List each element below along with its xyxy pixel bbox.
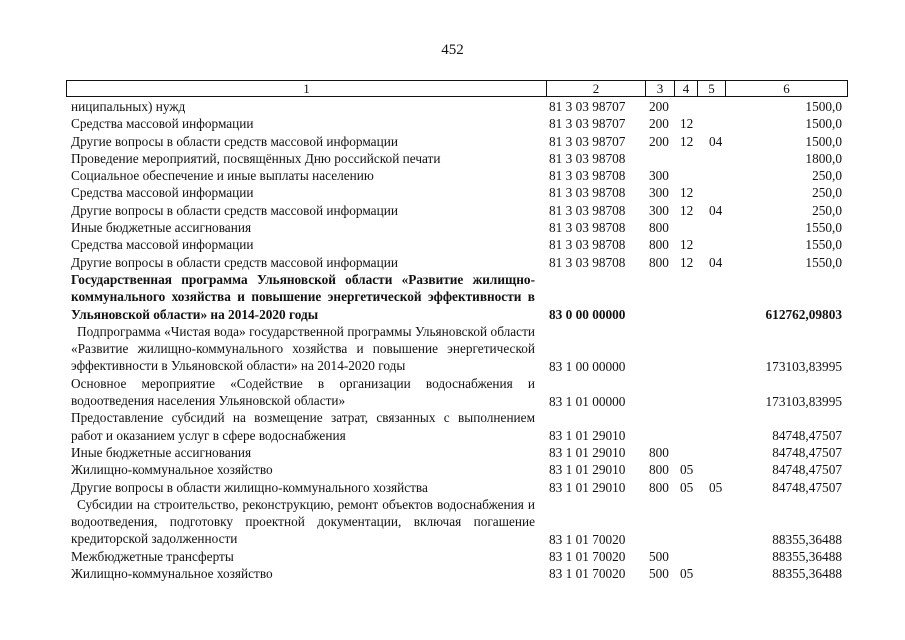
row-name: Иные бюджетные ассигнования [71,444,252,460]
table-row [0,254,905,271]
row-name: Субсидии на строительство, реконструкцию, ремонт объектов водоснабжения и водоотведения, подготовку проектной документации, включая погашение кредиторской задолженности [71,496,535,547]
header-col-2: 2 [546,81,645,96]
row-sum: 1500,0 [805,116,842,132]
table-row [0,479,905,496]
row-col-3: 500 [649,548,669,564]
row-col-3: 800 [649,254,669,270]
row-sum: 250,0 [812,185,842,201]
table-row [0,496,905,548]
row-code: 83 1 01 70020 [549,566,626,582]
row-code: 83 1 00 00000 [549,358,626,374]
row-col-3: 300 [649,202,669,218]
row-code: 81 3 03 98708 [549,150,626,166]
table-row [0,133,905,150]
table-row [0,202,905,219]
row-name: Межбюджетные трансферты [71,548,234,564]
table-row [0,375,905,410]
row-sum: 1550,0 [805,254,842,270]
row-name: Другие вопросы в области жилищно-коммунального хозяйства [71,479,428,495]
row-col-4: 12 [680,133,694,149]
row-col-4: 12 [680,185,694,201]
row-col-3: 800 [649,444,669,460]
row-col-3: 800 [649,220,669,236]
table-row [0,219,905,236]
row-sum: 88355,36488 [772,548,842,564]
header-col-6: 6 [725,81,847,96]
row-sum: 88355,36488 [772,531,842,547]
header-col-1: 1 [303,81,310,96]
table-header [66,80,848,97]
header-col-5: 5 [697,81,725,96]
row-name: Предоставление субсидий на возмещение затрат, связанных с выполнением работ и оказанием услуг в сфере водоснабжения [71,410,535,443]
row-code: 83 1 01 70020 [549,548,626,564]
row-code: 81 3 03 98708 [549,168,626,184]
row-sum: 84748,47507 [772,444,842,460]
row-code: 81 3 03 98707 [549,133,626,149]
row-name: Основное мероприятие «Содействие в организации водоснабжения и водоотведения населения Ульяновской области» [71,375,535,409]
row-name: Другие вопросы в области средств массовой информации [71,133,398,149]
row-col-3: 300 [649,185,669,201]
table-row [0,548,905,565]
row-col-5: 05 [709,479,723,495]
table-row [0,271,905,323]
row-code: 83 1 01 29010 [549,428,626,444]
table-row [0,167,905,184]
row-code: 81 3 03 98708 [549,185,626,201]
table-body [0,98,905,582]
table-row [0,323,905,375]
row-sum: 84748,47507 [772,479,842,495]
row-col-4: 12 [680,254,694,270]
row-col-4: 05 [680,479,694,495]
table-row [0,115,905,132]
row-name: Другие вопросы в области средств массовой информации [71,202,398,218]
row-col-4: 05 [680,566,694,582]
row-code: 83 0 00 00000 [549,306,626,322]
row-code: 81 3 03 98708 [549,254,626,270]
table-row [0,461,905,478]
row-name: Средства массовой информации [71,185,254,201]
row-name: Социальное обеспечение и иные выплаты населению [71,168,374,184]
row-col-4: 12 [680,116,694,132]
row-code: 83 1 01 29010 [549,462,626,478]
row-name: Средства массовой информации [71,237,254,253]
table-row [0,98,905,115]
row-sum: 1800,0 [805,150,842,166]
row-sum: 612762,09803 [765,306,842,322]
row-code: 83 1 01 70020 [549,531,626,547]
table-row [0,184,905,201]
row-code: 81 3 03 98707 [549,116,626,132]
row-col-3: 300 [649,168,669,184]
table-row [0,236,905,253]
page-number: 452 [441,42,464,58]
row-name: Государственная программа Ульяновской области «Развитие жилищно-коммунального хозяйства и повышение энергетической эффективности в Ульяновской области» на 2014-2020 годы [71,271,535,322]
row-code: 81 3 03 98707 [549,99,626,114]
row-sum: 173103,83995 [765,393,842,409]
row-col-4: 05 [680,462,694,478]
row-sum: 1550,0 [805,237,842,253]
row-sum: 88355,36488 [772,566,842,582]
row-name: Проведение мероприятий, посвящённых Дню российской печати [71,150,441,166]
row-name: Средства массовой информации [71,116,254,132]
row-code: 83 1 01 00000 [549,393,626,409]
row-sum: 1500,0 [805,133,842,149]
header-col-4: 4 [674,81,697,96]
row-code: 83 1 01 29010 [549,444,626,460]
row-code: 81 3 03 98708 [549,220,626,236]
row-sum: 1550,0 [805,220,842,236]
row-col-3: 800 [649,479,669,495]
row-name: Другие вопросы в области средств массовой информации [71,254,398,270]
row-sum: 1500,0 [805,99,842,114]
table-row [0,444,905,461]
row-sum: 84748,47507 [772,462,842,478]
row-name: Иные бюджетные ассигнования [71,220,252,236]
row-name: Подпрограмма «Чистая вода» государственной программы Ульяновской области «Развитие жилищно-коммунального хозяйства и повышение энергетической эффективности в Ульяновской области» на 2014-2020 годы [71,323,535,374]
row-col-4: 12 [680,237,694,253]
row-col-3: 200 [649,133,669,149]
row-col-3: 800 [649,237,669,253]
row-col-3: 500 [649,566,669,582]
row-code: 81 3 03 98708 [549,237,626,253]
row-sum: 250,0 [812,202,842,218]
row-col-5: 04 [709,254,723,270]
row-col-5: 04 [709,202,723,218]
row-sum: 250,0 [812,168,842,184]
row-name: ниципальных) нужд [71,99,186,114]
header-col-3: 3 [645,81,674,96]
row-col-4: 12 [680,202,694,218]
row-code: 83 1 01 29010 [549,479,626,495]
table-row [0,565,905,582]
row-col-3: 800 [649,462,669,478]
row-col-3: 200 [649,99,669,114]
row-sum: 173103,83995 [765,358,842,374]
row-name: Жилищно-коммунальное хозяйство [71,462,273,478]
row-col-3: 200 [649,116,669,132]
table-row [0,409,905,444]
row-col-5: 04 [709,133,723,149]
table-row [0,150,905,167]
row-code: 81 3 03 98708 [549,202,626,218]
row-name: Жилищно-коммунальное хозяйство [71,566,273,582]
row-sum: 84748,47507 [772,428,842,444]
